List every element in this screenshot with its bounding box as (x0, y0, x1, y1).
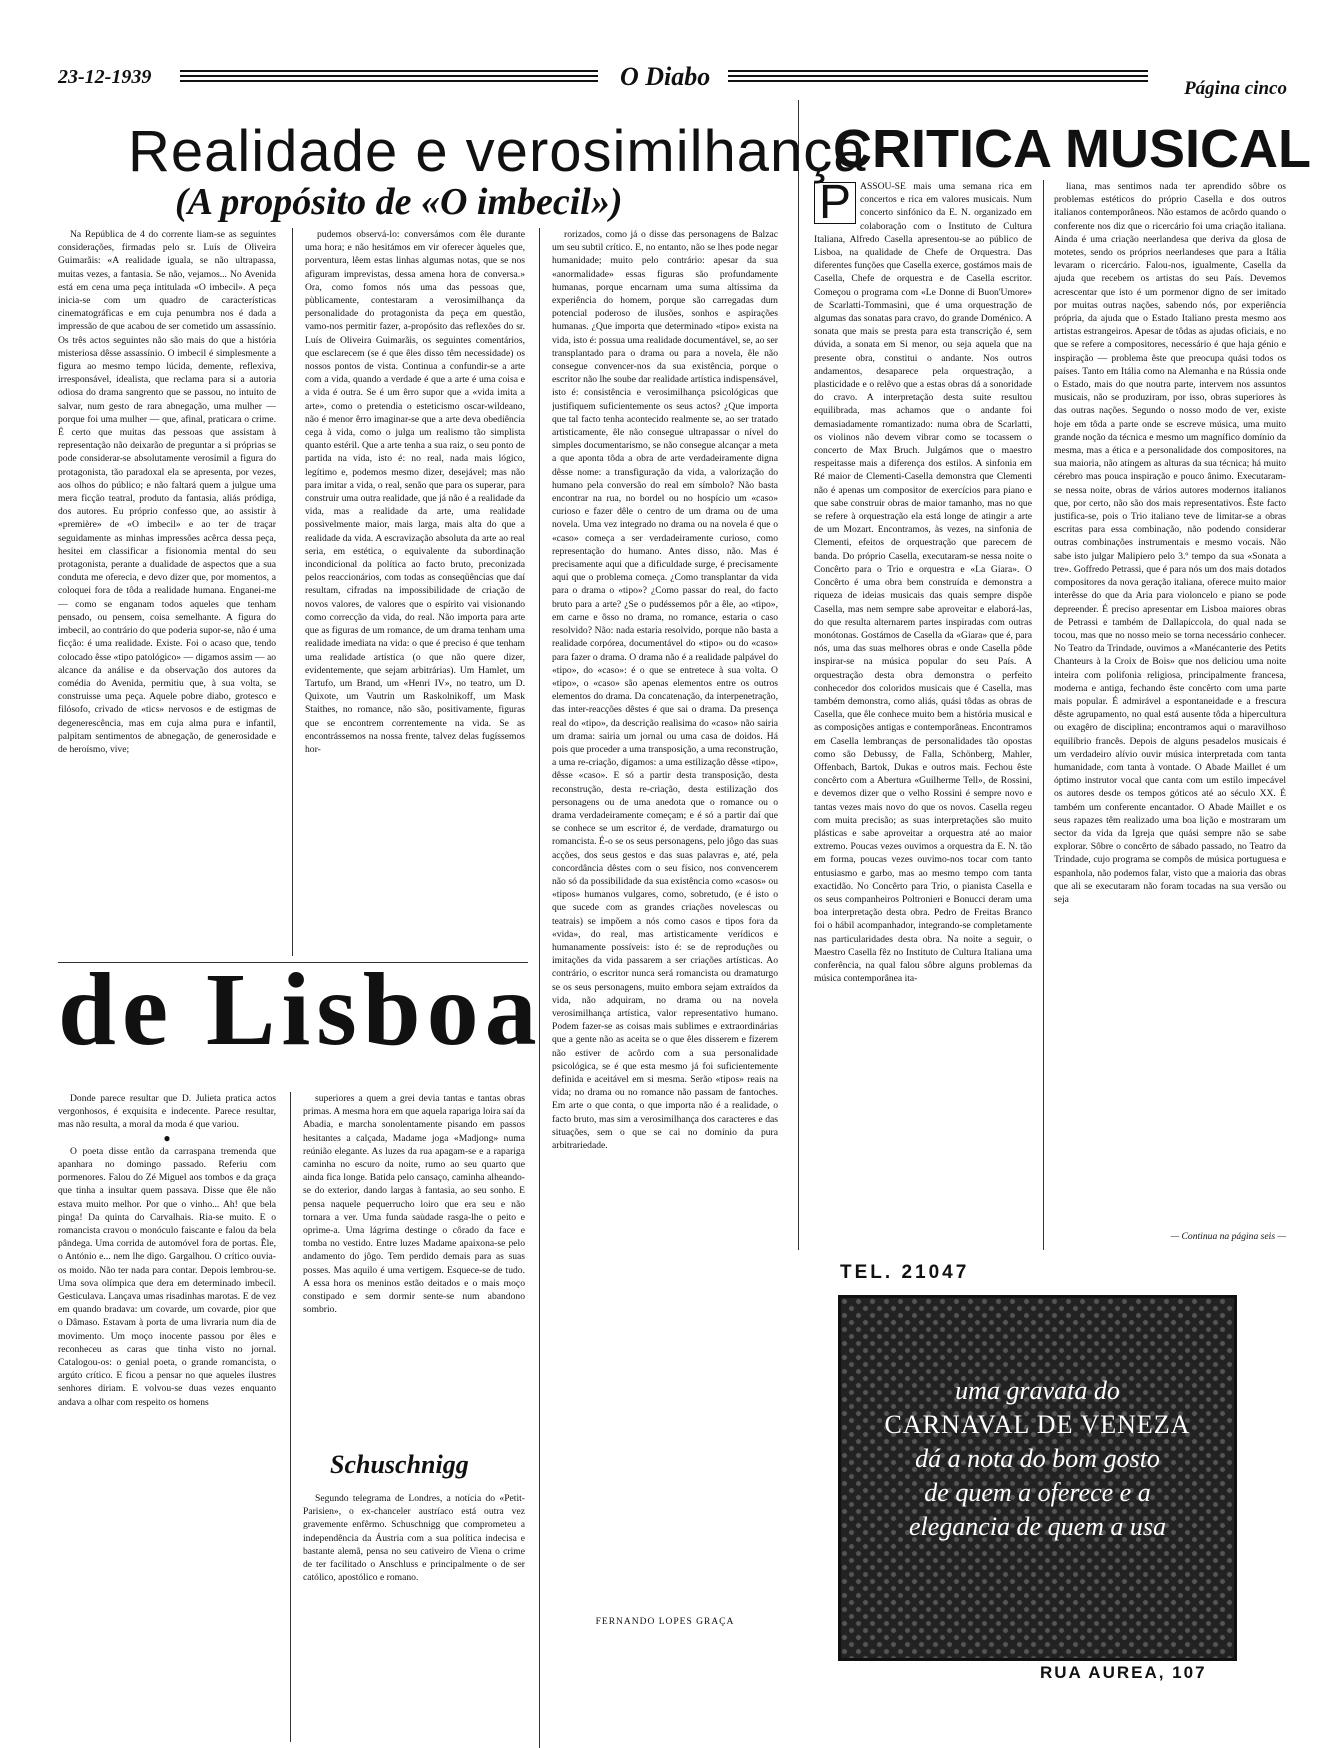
advert-box (838, 1295, 1237, 1661)
issue-date: 23-12-1939 (58, 66, 152, 88)
schuschnigg-headline: Schuschnigg (330, 1450, 469, 1479)
masthead-rule-left (180, 70, 598, 84)
schuschnigg-text: Segundo telegrama de Londres, a notícia do «Petit-Parisien», o ex-chanceler austríaco está outra vez gravemente enfêrmo. Schuschnigg que comprometeu a independência da Áustria com a sua política indecisa e bastante alemã, pensa no seu cativeiro de Viena o crime de ter facilitado o Anschluss e principalmente o de ser católico, apostólico e romano. (303, 1493, 525, 1584)
critica-column-2 (1054, 180, 1286, 1228)
lisboa-text: Donde parece resultar que D. Julieta pratica actos vergonhosos, é exquisita e indecente. Parece resultar, mas não resulta, a moral da moda é que variou. (58, 1093, 276, 1131)
critica-headline: CRITICA MUSICAL (833, 119, 1311, 179)
article-column-3 (552, 228, 778, 1610)
column-divider (292, 228, 293, 956)
advert-line-2: CARNAVAL DE VENEZA (884, 1410, 1191, 1439)
advert-line-4: de quem a oferece e a (924, 1478, 1151, 1507)
critica-column-1 (814, 180, 1032, 1250)
advert-line-5: elegancia de quem a usa (908, 1512, 1167, 1541)
continue-note: — Continua na página seis — (1170, 1231, 1286, 1242)
bullet-separator: ● (163, 1130, 171, 1145)
article-column-1 (58, 228, 276, 956)
lisboa-text: O poeta disse então da carraspana tremenda que apanhara no domingo passado. Referiu com pormenores. Falou do Zé Miguel aos tombos e da graça que tinha a insultar quem passava. Disse que êle não estava muito melhor. Por que o vinho... Ah! que bela pinga! Da quinta do Carvalhais. Ria-se muito. E o romancista cravou o monóculo faiscante e falou da bela pândega. Uma corrida de automóvel fora de portas. Êle, o António e... nem lhe digo. Gargalhou. O crítico ouvia-os moido. Não ter nada para contar. Depois lembrou-se. Uma sova olímpica que dera em determinado imbecil. Gesticulava. Lançava umas risadinhas marotas. E de vez em quando bradava: um covarde, um covarde, pior que o Dâmaso. Estavam à porta de uma livraria num dia de movimento. Um moço inocente passou por êles e reconheceu as caras que tinha visto no jornal. Catalogou-os: o genial poeta, o grande romancista, o argúto crítico. E ficou a pensar no que aqueles ilustres senhores diriam. E volvou-se duas vezes enquanto andava a olhar com respeito os homens (58, 1145, 276, 1408)
column-divider (1043, 180, 1044, 1250)
article-signature: FERNANDO LOPES GRAÇA (595, 1617, 735, 1627)
article-headline: Realidade e verosimilhança (128, 119, 867, 184)
critica-text: liana, mas sentimos nada ter aprendido sôbre os problemas estéticos do próprio Casella e dos outros italianos contemporâneos. Não estamos de acôrdo quando o conferente nos diz que o ricercário foi uma criação italiana. Ainda é uma criação neerlandesa que deriva da glosa de motetes, sendo os próprios neerlandeses que para a Itália levaram o ricercário. Falou-nos, igualmente, Casella da ajuda que recebem os artistas do seu País. Devemos acrescentar que isto é um pormenor digno de ser imitado por muitas outras nações, sabendo nós, por experiência própria, da ajuda que o Estado Italiano presta mesmo aos artistas estrangeiros. Apesar de tôdas as ajudas oficiais, e no que se refere a compositores, necessário é que haja génio e inspiração — problema êste que preocupa quási todos os países. Tanto em Itália como na Alemanha e na Rússia onde o Estado, mais do que noutra parte, intervem nos assuntos musicais, não se produziram, por isso, obras superiores às das outras nações. Segundo o nosso modo de ver, existe hoje em tôda a parte onde se escreve música, uma muito grande noção da técnica e mesmo um magnífico domínio da mesma, mas a ética e a personalidade dos compositores, na sua maioria, não atingem as alturas da sua técnica; há muito cérebro mas pouca inspiração e pouco ânimo. Executaram-se nessa noite, obras de vários autores modernos italianos que, por certo, não são dos mais representativos. Êste facto justifica-se, pois o Trio italiano teve de limitar-se a obras escritas para essa combinação, não podendo considerar outras combinações instrumentais e mesmo vocais. Não sabe isto julgar Malipiero pelo 3.º tempo da sua «Sonata a tre». Goffredo Petrassi, que é para nós um dos mais dotados compositores da nova geração italiana, oferece muito maior interêsse do que da Aria para violoncelo e piano se pode depreender. É preciso apresentar em Lisboa maiores obras de Petrassi e também de Dallapiccola, do qual nada se tocou, mas que no nosso meio se torna necessário conhecer. No Teatro da Trindade, ouvimos a «Manécanterie des Petits Chanteurs à la Croix de Bois» que nos deliciou uma noite inteira com polifonia religiosa, principalmente francesa, moderna e antiga, fechando êste concêrto com uma parte mais popular. É admirável a espontaneidade e a frescura dêste agrupamento, no qual está ausente tôda a hipercultura ou exagêro de disciplina; encontramos aqui o maravilhoso equilíbrio francês. Depois de alguns pesadelos musicais é um verdadeiro alívio ouvir música interpretada com tanta humanidade, com tanta à vontade. O Abade Maillet é um óptimo instrutor vocal que canta com um estilo impecável os autores desde os tempos góticos até ao século XX. É também um conferente encantador. O Abade Maillet e os seus rapazes têm realizado uma boa lição e mostraram um sector da vida da Igreja que quási sempre não se sabe explorar. Sôbre o concêrto de sábado passado, no Teatro da Trindade, cujo programa se compôs de música portuguesa e espanhola, não podemos falar, visto que a maioria das obras que ali se executaram não foram tocadas na sua versão ou seja (1054, 181, 1286, 905)
column-divider (290, 1092, 291, 1742)
article-text: Na República de 4 do corrente liam-se as seguintes considerações, firmadas pelo sr. Luís de Oliveira Guimarãis: «A realidade iguala, se não ultrapassa, muitas vezes, a fantasia. Se não, vejamos... No Avenida está em cena uma peça intitulada «O imbecil». A peça inicia-se com um quadro de características cinematográficas e em cuja penumbra nos é dada a impressão de que acabou de ser cometido um assassínio. Os três actos seguintes não são mais do que a história misteriosa dêsse assassínio. O imbecil é simplesmente a figura ao mesmo tempo lúcida, demente, reflexiva, irresponsável, idealista, que reclama para si a autoria odiosa do drama sangrento que se passou, no intuito de salvar, num gesto de rara abnegação, uma mulher — porque foi uma mulher — que, afinal, praticara o crime. É certo que muitas das pessoas que assistam à representação não deixarão de preguntar a si próprias se pode considerar-se absolutamente verosímil a figura do protagonista, tão paradoxal ela se apresenta, por vezes, aos olhos do público; e não faltará quem a julgue uma mera ficção teatral, produto da fantasia, aliás pródiga, dos autores. Eu próprio confesso que, ao assistir à «première» de «O imbecil» e ao ter de traçar seguidamente as minhas impressões acêrca dessa peça, hesitei em classificar a fisionomia mental do seu protagonista, perante a dualidade de aspectos que a sua conduta me oferecia, e devo dizer que, por momentos, a coloquei fora de tôda a realidade humana. Enganei-me — como se enganam todos aqueles que tenham pensado, ou pensem, coisa semelhante. A figura do imbecil, ao contrário do que poderia supor-se, não é uma ficção: é uma realidade. Existe. Foi o acaso que, tendo colocado êsse «tipo patológico» — digamos assim — ao alcance da análise e da observação dos autores da comédia do Avenida, permitiu que, à sua volta, se construisse uma peça. Aquele pobre diabo, grotesco e filósofo, crivado de «tics» nervosos e de estigmas de degenerescência, mas em cuja alma pura e infantil, palpitam sentimentos de abnegação, de generosidade e de heroísmo, vive; (58, 229, 276, 755)
article-subheadline: (A propósito de «O imbecil») (175, 181, 623, 223)
advert-address: RUA AUREA, 107 (1040, 1663, 1207, 1682)
masthead-rule-right (728, 70, 1148, 84)
article-text: pudemos observá-lo: conversámos com êle durante uma hora; e não hesitámos em vir oferecer àqueles que, porventura, lêem estas linhas algumas notas, que se nos afiguram imprevistas, dessa amena hora de conversa.» Ora, como fomos nós uma das pessoas que, pùblicamente, contestaram a verosimilhança da personalidade do protagonista da peça em questão, vamo-nos permitir fazer, a-propósito das reflexões do sr. Luís de Oliveira Guimarãis, os seguintes comentários, que esclarecem (se é que êles disso têm necessidade) os nossos pontos de vista. Continua a confundir-se a arte com a vida, quando a verdade é que a arte é uma coisa e a vida é outra. Se é um êrro supor que a «vida imita a arte», como o pretendia o esteticismo oscar-wildeano, não é menor êrro imaginar-se que a arte deva obediência cega à vida, como o julga um realismo tão simplista quanto estéril. Que a arte tenha a sua raiz, o seu ponto de partida na vida, isto é: no real, nada mais lógico, legítimo e, podemos mesmo dizer, desejável; mas não para imitar a vida, o real, senão que para os superar, para construir uma outra realidade, que já não é a realidade da vida, mas a realidade da arte, uma realidade possìvelmente maior, mais larga, mais alta do que a realidade da vida. A escravização absoluta da arte ao real seria, em estética, o equivalente da subordinação incondicional da política ao facto bruto, preconizada pelos reaccionários, com todas as conseqüências que daí resultam, cifradas na impossibilidade de criação de novos valores, de valores que o espírito vai visionando como correcção da vida, do real. Não importa para arte que as figuras de um romance, de um drama tenham uma realidade imediata na vida: o que é preciso é que tenham uma realidade artística (o que não quere dizer, evidentemente, que sejam arbitrárias). Um Hamlet, um Tartufo, um Brand, um «Henri IV», no teatro, um D. Quixote, um Vautrin um Raskolnikoff, um Mask Staithes, no romance, não são, positivamente, figuras que se encontrem correntemente na vida. Se as encontrássemos na nossa frente, talvez delas fugíssemos hor- (305, 229, 525, 755)
critica-text: ASSOU-SE mais uma semana rica em concertos e rica em valores musicais. Num concerto sinfónico da E. N. organizado em colaboração com o Instituto de Cultura Italiana, Alfredo Casella apresentou-se ao público de Lisboa, na qualidade de Chefe de Orquestra. Das diferentes funções que Casella exerce, gostámos mais de Casella, Chefe de orquestra e de Casella escritor. Começou o programa com «Le Donne di Buon'Umore» de Scarlatti-Tommasini, que é uma orquestração de algumas das sonatas para cravo, do grande Doménico. A sonata que mais se presta para esta transcrição é, sem dúvida, a sonata em Si menor, ou seja aquela que na presente obra, constitui o andante. Nos outros andamentos, desaparece pela orquestração, a plasticidade e o relêvo que a estas obras dá a sonoridade do cravo. A interpretação desta suite resultou equilibrada, mas achamos que o andante foi demasiadamente romantizado: numa obra de Scarlatti, os violinos não devem vibrar como se tocassem o concerto de Max Bruch. Julgámos que o maestro respeitasse mais a diferença dos estilos. A sinfonia em Ré maior de Clementi-Casella demonstra que Clementi não é apenas um compositor de exercícios para piano e que sabe construir obras de maior tamanho, mas no que se refere à orquestração ela está longe de atingir a arte de um Mozart. Encontramos, às vezes, na sinfonia de Clementi, efeitos de orquestração que parecem de banda. Do próprio Casella, executaram-se nessa noite o Concêrto para o Trio e orquestra e «La Giara». O Concêrto é uma obra bem construída e demonstra a riqueza de ideias musicais das quais sempre dispõe Casella, mas nem sempre sabe aproveitar e elaborá-las, do que resulta alternarem partes inspiradas com outras monótonas. Gostámos de Casella da «Giara» que é, para nós, uma das suas melhores obras e onde Casella pôde inspirar-se na música popular do seu País. A orquestração desta obra demonstra o perfeito conhecedor dos coloridos musicais que é Casella, mas também demonstra, como aliás, quási tôdas as obras de Casella, que êle conhece muito bem a história musical e as composições antigas e contemporâneas. Encontramos em Casella lembranças de personalidades tão opostas como são Debussy, de Falla, Schönberg, Mahler, Offenbach, Bartok, Dukas e outros mais. Fechou êste concêrto com a Abertura «Guilherme Tell», de Rossini, e devemos dizer que o velho Rossini é sempre novo e tantas vezes mais novo do que os novos. Casella regeu com muita precisão; as suas interpretações são muito plásticas e sabe aproveitar a orquestra até ao maior extremo. Poucas vezes ouvimos a orquestra da E. N. tão em forma, poucas vezes ouvimo-nos tocar com tanto entusiasmo e garbo, mas ao mesmo tempo com tanta exactidão. No Concêrto para Trio, o pianista Casella e os seus companheiros Poltronieri e Bonucci deram uma boa interpretação desta obra. Pedro de Freitas Branco foi o hábil acompanhador, integrando-se completamente nas particularidades desta obra. Na noite a seguir, o Maestro Casella fêz no Instituto de Cultura Italiana uma conferência, na qual falou sôbre alguns problemas da música contemporânea ita- (814, 181, 1032, 985)
newspaper-name: O Diabo (620, 62, 711, 91)
advert-line-3: dá a nota do bom gosto (915, 1444, 1160, 1473)
lisboa-column-2 (303, 1092, 525, 1432)
article-text: rorizados, como já o disse das personagens de Balzac um seu subtil crítico. E, no entanto, não se lhes pode negar humanidade; muito pelo contrário: apesar da sua «anormalidade» essas figuras são profundamente humanas, porque encarnam uma suma altíssima da experiência do homem, porque são carregadas dum potencial poderoso de ilusões, sonhos e aspirações humanas. ¿Que importa que determinado «tipo» exista na vida, isto é: possua uma realidade documentável, se, ao ser transplantado para o drama ou para a novela, êle não consegue convencer-nos da sua existência, porque o escritor não lhe soube dar realidade artística indispensável, isto é: consistência e verosimilhança psicológicas que justifiquem suficientemente os seus actos? ¿Que importa que tal facto tenha acontecido realmente se, ao ser tratado artìsticamente, êle não consegue ultrapassar o nível do simples documentarismo, se não consegue alcançar a meta a que aponta tôda a obra de arte verdadeiramente digna dêsse nome: a transfiguração da vida, a valorização do humano pela conversão do real em símbolo? Não basta encontrar na rua, no bordel ou no hospício um «caso» curioso e fazer dêle o centro de um drama ou de uma novela. Uma vez integrado no drama ou na novela é que o «caso» começa a ser verdadeiramente curioso, como representação do humano. Antes disso, não. Mas é precisamente aqui que a dificuldade surge, é precisamente aqui que o problema começa. ¿Como transplantar da vida para o drama o «tipo»? ¿Como passar do real, do facto bruto para a arte? ¿Se o pudéssemos pôr a êle, ao «tipo», em carne e ôsso no drama, no romance, estaria o caso resolvido? Não: nada estaria resolvido, porque não basta a realidade corpórea, documentável do «tipo» ou do «caso» para fazer o drama. O drama não é a realidade palpável do «tipo», do «caso»: é o que se entretece à sua volta. O «tipo», o «caso» são apenas elementos entre os outros elementos do drama. Da concatenação, da interpenetração, das inter-reacções dêstes é que sai o drama. Da presença real do «tipo», da descrição realìsima do «caso» não sairia um drama: sairia um jornal ou uma casa de doidos. Há pois que proceder a uma transposição, a uma reconstrução, a uma re-criação, digamos: a uma estilização dêsse «tipo», dêsse «caso». E só a partir desta transposição, desta reconstrução, desta re-criação, desta estilização dos personagens ou de uma anedota que o romance ou o drama verdadeiramente começam; e é só a partir daí que se conhece se um escritor é, de verdade, dramaturgo ou romancista. É-o se os seus personagens, pelo jôgo das suas acções, dos seus gestos e das suas palavras e, até, pela concordância dêstes com o seu físico, nos convencerem não só da possibilidade da sua existência como «casos» ou «tipos» humanos vulgares, como, sobretudo, (e é isto o que sucede com as grandes criações novelescas ou teatrais) se impõem a nós como casos e tipos fora da «vida», do real, mas artìsticamente verídicos e humanamente possíveis: isto é: se de reproduções ou imitações da vida passarem a ser criações artísticas. Ao contrário, o escritor nunca será romancista ou dramaturgo se os seus personagens, muito embora sejam extraídos da vida, não adquiram, no drama ou na novela verosimilhança artística, valor representativo humano. Podem fazer-se as coisas mais sublimes e extraordinárias que a gente não as aceita se o que êles disserem e fizerem não estiver de acôrdo com a sua personalidade psicológica, se é que esta mesmo já foi suficientemente definida e aceitável em si mesma. Serão «tipos» reais na vida; no drama ou no romance não passam de fantoches. Em arte o que conta, o que importa não é a realidade, o facto bruto, mas sim a verosimilhança dos caracteres e das situações, sem o que se cai no domínio da pura arbitrariedade. (552, 229, 778, 1152)
lisboa-headline: de Lisboa (58, 952, 543, 1067)
lisboa-column-1 (58, 1092, 276, 1742)
lisboa-text: superiores a quem a grei devia tantas e tantas obras primas. A mesma hora em que aquela rapariga loira saí da Abadia, e marcha sonolentamente pisando em passos hesitantes a calçada, Madame joga «Madjong» numa reúnião elegante. As luzes da rua apagam-se e a rapariga caminha no escuro da noite, rumo ao seu quarto que ainda fica longe. Batida pelo cansaço, caminha alheando-se do exterior, dando largas à fantasia, ao seu sonho. E pensa naquele pequerrucho loiro que era seu e não tornara a ver. Uma funda saùdade rasga-lhe o peito e oprime-a. Uma lágrima destinge o côrado da face e tomba no vestido. Entre luzes Madame apaixona-se pelo andamento do jôgo. Tem perdido demais para as suas posses. Mas aquilo é uma vertigem. Esquece-se de tudo. A essa hora os meninos estão deitados e o mais moço constipado e sem dormir sente-se num abandono sombrio. (303, 1093, 525, 1316)
article-column-2 (305, 228, 525, 956)
schuschnigg-text-column (303, 1492, 525, 1742)
drop-cap: P (814, 182, 856, 224)
page-number: Página cinco (1184, 78, 1287, 99)
advert-line-1: uma gravata do (955, 1376, 1120, 1405)
column-divider (798, 100, 799, 1250)
advert-telephone: TEL. 21047 (840, 1262, 970, 1283)
